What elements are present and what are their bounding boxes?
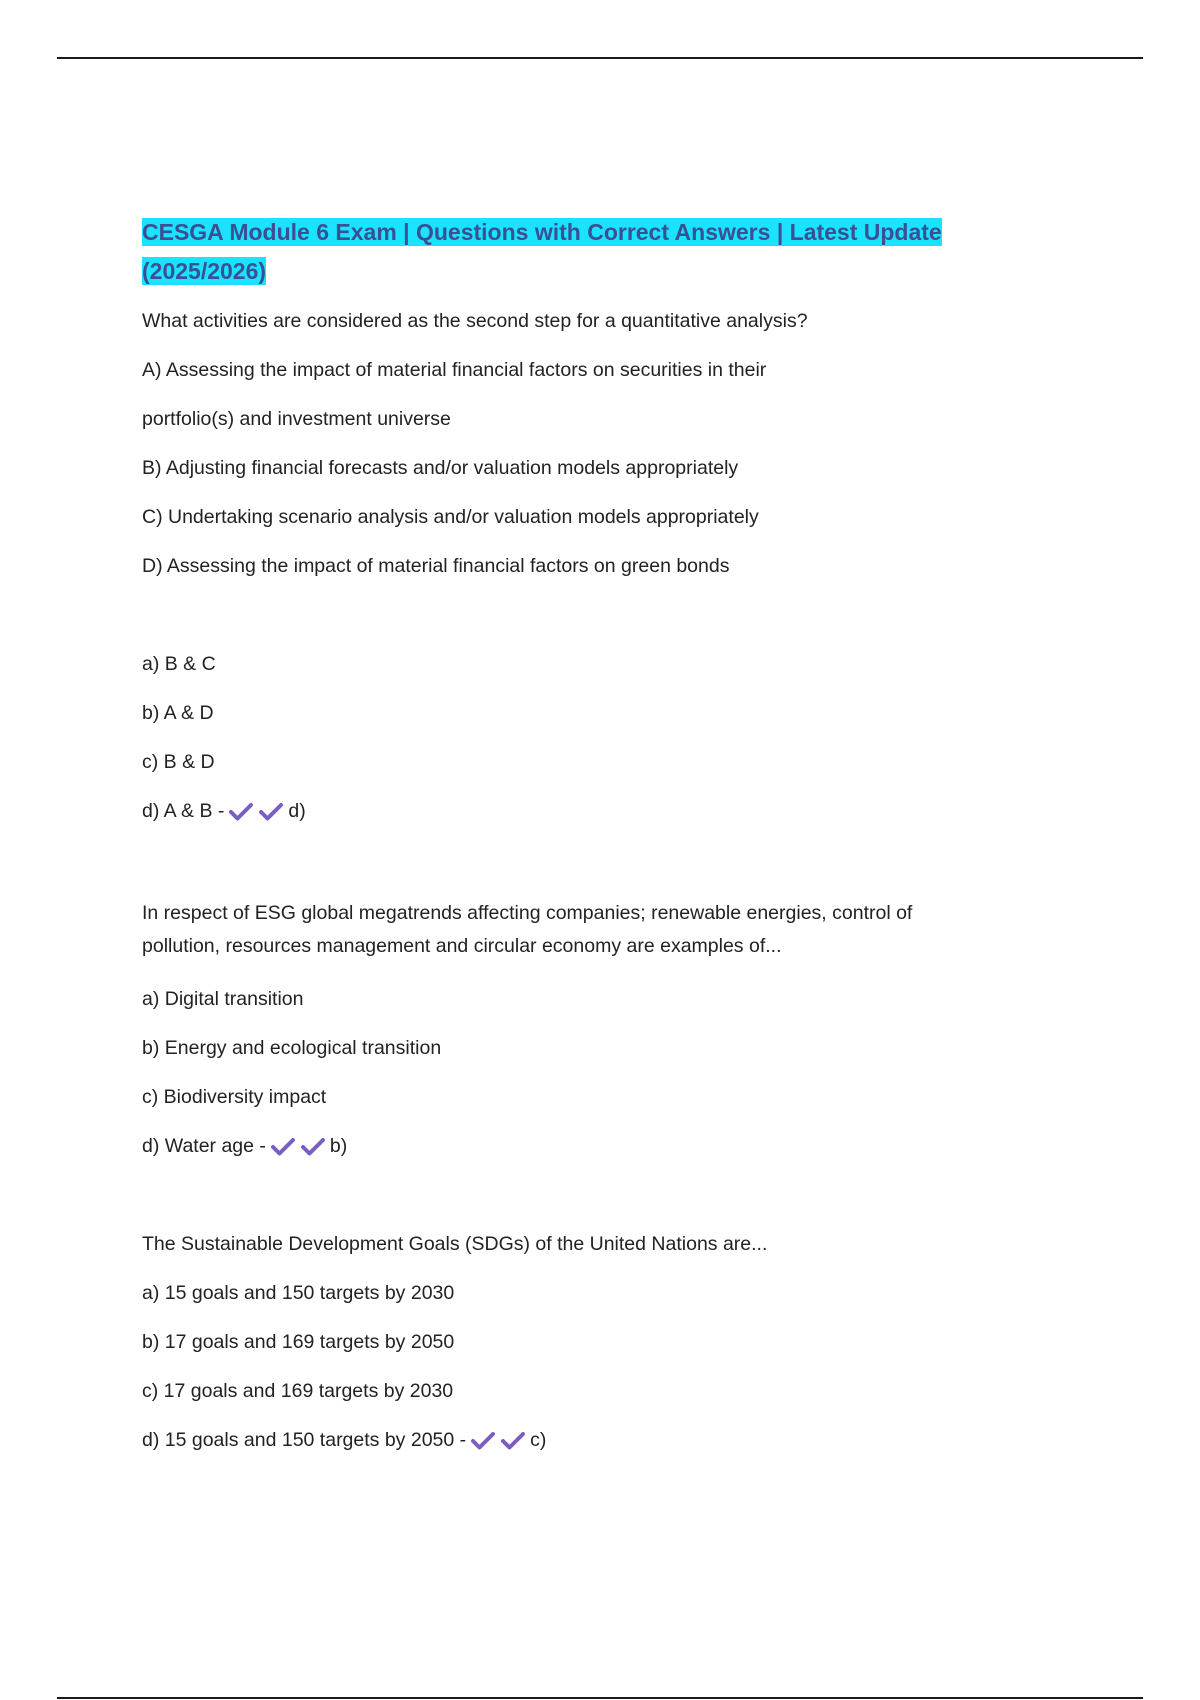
statement-c: C) Undertaking scenario analysis and/or valuation models appropriately	[142, 506, 759, 528]
question-prompt: The Sustainable Development Goals (SDGs) of the United Nations are...	[142, 1233, 768, 1255]
checkmark-icon	[228, 801, 254, 823]
option-d: d) A & B -	[142, 800, 225, 822]
option-d: d) 15 goals and 150 targets by 2050 -	[142, 1429, 467, 1451]
option-d-with-answer	[142, 1134, 1012, 1159]
header-rule	[57, 57, 1143, 59]
option-a: a) B & C	[142, 653, 216, 675]
statement-a: A) Assessing the impact of material financial factors on securities in their	[142, 359, 767, 381]
correct-answer: c)	[530, 1429, 547, 1451]
footer-rule	[57, 1697, 1143, 1699]
statement-a-continued: portfolio(s) and investment universe	[142, 408, 451, 430]
option-b: b) 17 goals and 169 targets by 2050	[142, 1331, 455, 1353]
question-prompt-line-2: pollution, resources management and circular economy are examples of...	[142, 935, 782, 957]
correct-answer: b)	[329, 1135, 348, 1157]
option-b: b) Energy and ecological transition	[142, 1037, 442, 1059]
checkmark-icon	[270, 1136, 296, 1158]
question-3	[142, 1232, 1012, 1453]
question-prompt	[142, 897, 1012, 963]
question-1	[142, 309, 1012, 824]
option-b: b) A & D	[142, 702, 214, 724]
checkmark-icon	[500, 1430, 526, 1452]
option-c: c) Biodiversity impact	[142, 1086, 327, 1108]
option-c: c) 17 goals and 169 targets by 2030	[142, 1380, 454, 1402]
option-d-with-answer	[142, 1428, 1012, 1453]
statement-d: D) Assessing the impact of material financial factors on green bonds	[142, 555, 730, 577]
question-2	[142, 897, 1012, 1159]
checkmark-icon	[470, 1430, 496, 1452]
option-c: c) B & D	[142, 751, 215, 773]
checkmark-icon	[258, 801, 284, 823]
option-a: a) 15 goals and 150 targets by 2030	[142, 1282, 455, 1304]
question-prompt-line-1: In respect of ESG global megatrends affecting companies; renewable energies, control of	[142, 902, 913, 924]
checkmark-icon	[300, 1136, 326, 1158]
correct-answer: d)	[288, 800, 306, 822]
option-a: a) Digital transition	[142, 988, 304, 1010]
question-prompt: What activities are considered as the second step for a quantitative analysis?	[142, 310, 808, 332]
document-title	[142, 213, 1012, 291]
statement-b: B) Adjusting financial forecasts and/or valuation models appropriately	[142, 457, 739, 479]
title-line-2: (2025/2026)	[142, 258, 267, 284]
title-line-1: CESGA Module 6 Exam | Questions with Correct Answers | Latest Update	[142, 219, 942, 245]
document-body	[142, 213, 1012, 1453]
option-d-with-answer	[142, 799, 1012, 824]
option-d: d) Water age -	[142, 1135, 266, 1157]
